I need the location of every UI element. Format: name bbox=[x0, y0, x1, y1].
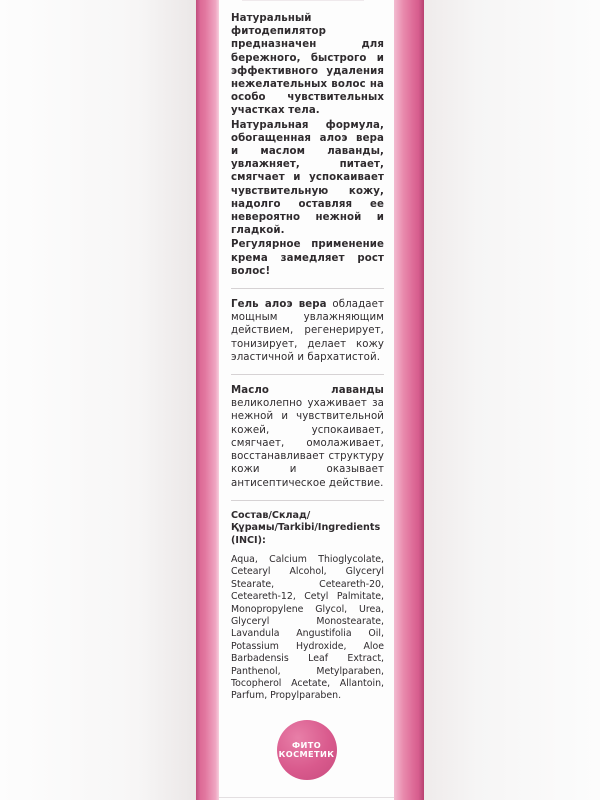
description-paragraph-2: Натуральная формула, обогащенная алоэ вера и маслом лаванды, увлажняет, питает, смягчает и успокаивает чувствительную кожу, надолго оставляя ее невероятно нежной и гладкой. bbox=[231, 119, 384, 237]
divider-2 bbox=[231, 374, 384, 375]
background-left bbox=[0, 0, 196, 800]
brand-logo-container bbox=[219, 720, 394, 780]
top-flap-crease bbox=[242, 0, 364, 1]
background-right bbox=[424, 0, 600, 800]
aloe-vera-lead: Гель алоэ вера bbox=[231, 299, 327, 311]
logo-line-2: КОСМЕТИК bbox=[278, 749, 335, 759]
lavender-oil-block bbox=[231, 384, 384, 490]
right-spine-edge bbox=[419, 0, 424, 800]
bottom-flap-crease bbox=[219, 797, 394, 798]
ingredients-list: Aqua, Calcium Thioglycolate, Cetearyl Alcohol, Glyceryl Stearate, Ceteareth-20, Ceteareth-12, Cetyl Palmitate, Monopropylene Glycol, Urea, Glyceryl Monostearate, Lavandula Angustifolia Oil, Potassium Hydroxide, Aloe Barbadensis Leaf Extract, Panthenol, Metylparaben, Tocopherol Acetate, Allantoin, Parfum, Propylparaben. bbox=[231, 553, 384, 702]
description-paragraph-3: Регулярное применение крема замедляет рост волос! bbox=[231, 239, 384, 277]
lavender-oil-text: великолепно ухаживает за нежной и чувствительной кожей, успокаивает, смягчает, омолаживает, восстанавливает структуру кожи и оказывает антисептическое действие. bbox=[231, 398, 384, 489]
product-box bbox=[196, 0, 424, 800]
aloe-vera-paragraph bbox=[231, 298, 384, 364]
description-block bbox=[231, 12, 384, 278]
lavender-oil-lead: Масло лаванды bbox=[231, 385, 384, 397]
fitokosmetik-logo bbox=[277, 720, 337, 780]
aloe-vera-block bbox=[231, 298, 384, 364]
logo-line-1: ФИТО bbox=[291, 739, 322, 750]
description-paragraph-1: Натуральный фитодепилятор предназначен для бережного, быстрого и эффективного удаления нежелательных волос на особо чувствительных участках тела. bbox=[231, 13, 384, 117]
ingredients-block bbox=[231, 510, 384, 703]
left-pink-spine bbox=[196, 0, 219, 800]
right-pink-spine bbox=[394, 0, 424, 800]
divider-3 bbox=[231, 500, 384, 501]
package-text-content bbox=[231, 12, 384, 703]
left-spine-edge bbox=[196, 0, 200, 800]
divider-1 bbox=[231, 288, 384, 289]
ingredients-title: Состав/Склад/Құрамы/Tarkibi/Ingredients (INCI): bbox=[231, 509, 381, 546]
lavender-oil-paragraph bbox=[231, 384, 384, 490]
package-back-panel bbox=[219, 0, 394, 800]
aloe-vera-text: обладает мощным увлажняющим действием, регенерирует, тонизирует, делает кожу эластичной и бархатистой. bbox=[231, 299, 384, 363]
